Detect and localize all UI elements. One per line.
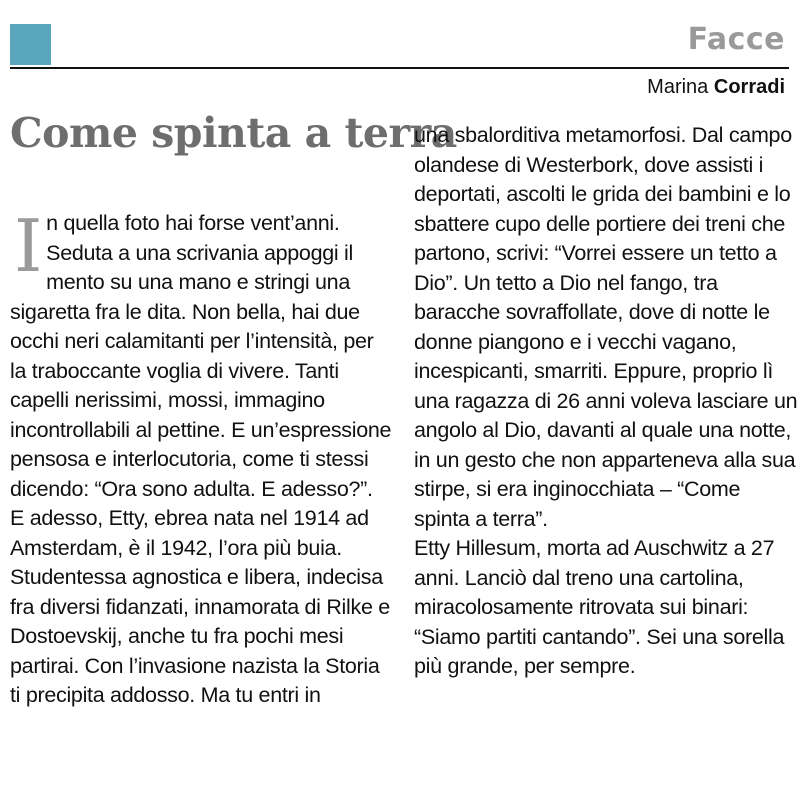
- article-column-right: [414, 121, 799, 682]
- header-rule: [10, 67, 789, 69]
- article-title: Come spinta a terra: [10, 109, 457, 157]
- article-paragraph-4: Etty Hillesum, morta ad Auschwitz a 27 anni. Lanciò dal treno una cartolina, miracolosamente ritrovata sui binari: “Siamo partiti cantando”. Sei una sorella più grande, per sempre.: [414, 536, 785, 678]
- article-paragraph-3: una sbalorditiva metamorfosi. Dal campo olandese di Westerbork, dove assisti i deportati, ascolti le grida dei bambini e lo sbattere cupo delle portiere dei treni che partono, scrivi: “Vorrei essere un tetto a Dio”. Un tetto a Dio nel fango, tra baracche sovraffollate, dove di notte le donne piangono e i vecchi vagano, incespicanti, smarriti. Eppure, proprio lì una ragazza di 26 anni voleva lasciare un angolo al Dio, davanti al quale una notte, in un gesto che non apparteneva alla sua stirpe, si era inginocchiata – “Come spinta a terra”.: [414, 123, 798, 531]
- article-column-left: [10, 204, 395, 711]
- drop-cap: I: [14, 204, 43, 288]
- section-label: Facce: [687, 22, 785, 57]
- author-last-name: Corradi: [713, 76, 785, 98]
- section-color-block: [10, 24, 51, 65]
- article-paragraph-2: E adesso, Etty, ebrea nata nel 1914 ad Amsterdam, è il 1942, l’ora più buia. Studentessa agnostica e libera, indecisa fra diversi fidanzati, innamorata di Rilke e Dostoevskij, anche tu fra pochi mesi partirai. Con l’invasione nazista la Storia ti precipita addosso. Ma tu entri in: [10, 506, 390, 707]
- author-byline: [647, 76, 785, 99]
- author-first-name: Marina: [647, 76, 709, 98]
- article-paragraph-1: [10, 204, 395, 504]
- paragraph-text: n quella foto hai forse vent’anni. Seduta a una scrivania appoggi il mento su una mano e stringi una sigaretta fra le dita. Non bella, hai due occhi neri calamitanti per l’intensità, per la traboccante voglia di vivere. Tanti capelli nerissimi, mossi, immagino incontrollabili al pettine. E un’espressione pensosa e interlocutoria, come ti stessi dicendo: “Ora sono adulta. E adesso?”.: [10, 211, 392, 501]
